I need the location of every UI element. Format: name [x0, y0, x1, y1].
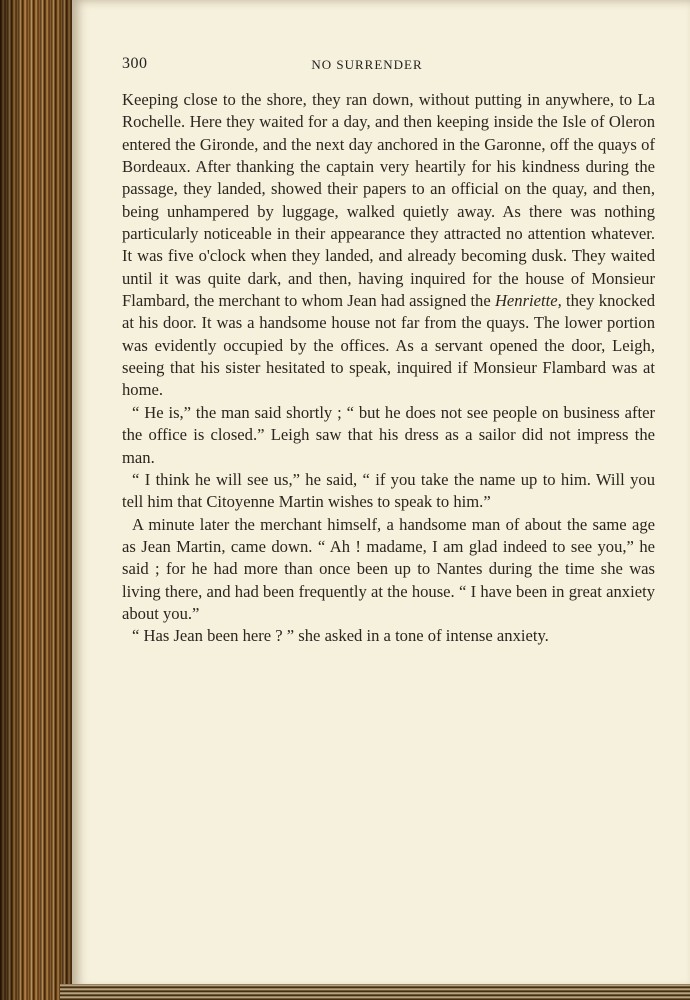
- paragraph: [122, 89, 655, 402]
- running-title: NO SURRENDER: [311, 57, 423, 72]
- book-spine-edge: [0, 0, 72, 1000]
- paragraph: A minute later the merchant himself, a handsome man of about the same age as Jean Martin, came down. “ Ah ! madame, I am glad indeed to see you,” he said ; for he had more than once been up to Nantes during the time she was living there, and had been frequently at the house. “ I have been in great anxiety about you.”: [122, 514, 655, 623]
- running-header: [122, 55, 612, 79]
- page-number: 300: [122, 55, 148, 72]
- paragraph: “ I think he will see us,” he said, “ if you take the name up to him. Will you tell him that Citoyenne Martin wishes to speak to him.”: [122, 469, 655, 512]
- paragraph-text: Keeping close to the shore, they ran down, without putting in anywhere, to La Rochelle. Here they waited for a day, and then keeping inside the Isle of Oleron entered the Gironde, and the next day anchored in the Garonne, off the quays of Bordeaux. After thanking the captain very heartily for his kindness during the passage, they landed, showed their papers to an official on the quay, and then, being unhampered by luggage, walked quietly away. As there was nothing particularly noticeable in their appearance they attracted no attention whatever. It was five o'clock when they landed, and already becoming dusk. They waited until it was quite dark, and then, having inquired for the house of Monsieur Flambard, the merchant to whom Jean had assigned the: [122, 90, 655, 311]
- paragraph: “ He is,” the man said shortly ; “ but he does not see people on business after the office is closed.” Leigh saw that his dress as a sailor did not impress the man.: [122, 402, 655, 467]
- paragraph-text: they knocked at his door. It was a handsome house not far from the quays. The lower portion was evidently occupied by the offices. As a servant opened the door, Leigh, seeing that his sister hesitated to speak, inquired if Monsieur Flambard was at home.: [122, 291, 655, 400]
- paragraph: “ Has Jean been here ? ” she asked in a tone of intense anxiety.: [132, 626, 549, 646]
- body-text: [122, 89, 655, 648]
- ship-name: Henriette,: [494, 291, 562, 311]
- page-stack-edge: [60, 984, 690, 1000]
